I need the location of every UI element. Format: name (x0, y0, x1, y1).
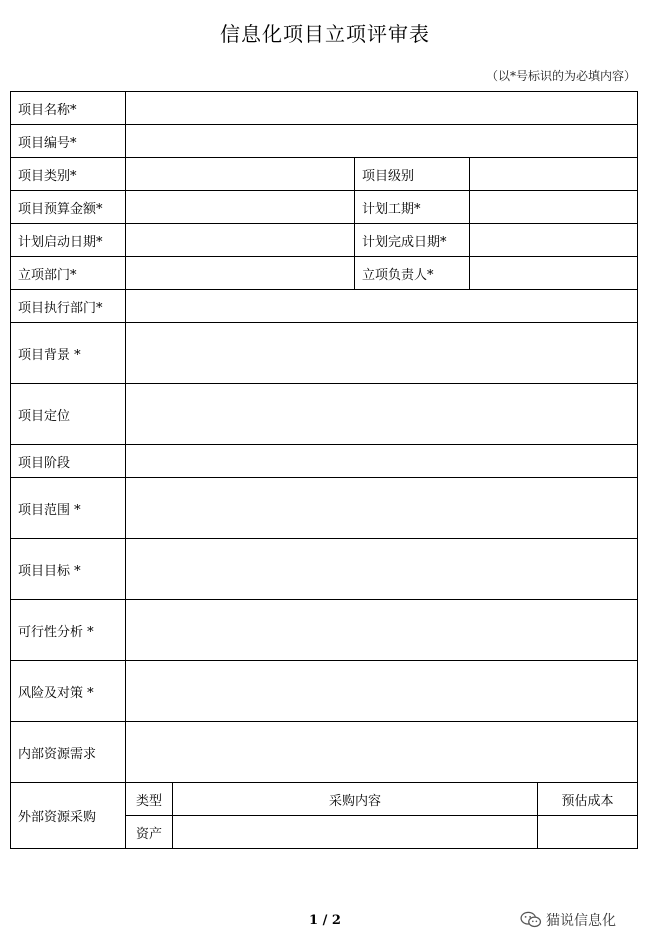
header-type: 类型 (126, 783, 173, 816)
label-project-name: 项目名称* (11, 92, 126, 125)
label-project-level: 项目级别 (355, 158, 470, 191)
input-asset-content[interactable] (173, 816, 538, 849)
label-budget-amount: 项目预算金额* (11, 191, 126, 224)
label-external-procurement: 外部资源采购 (11, 783, 126, 849)
row-feasibility (11, 600, 638, 661)
label-project-code: 项目编号* (11, 125, 126, 158)
label-stage: 项目阶段 (11, 445, 126, 478)
row-risk (11, 661, 638, 722)
input-feasibility[interactable] (126, 600, 638, 661)
row-project-name (11, 92, 638, 125)
form-title: 信息化项目立项评审表 (220, 22, 430, 46)
wechat-icon (520, 911, 542, 929)
input-background[interactable] (126, 323, 638, 384)
input-project-category[interactable] (126, 158, 355, 191)
header-cost: 预估成本 (538, 783, 638, 816)
label-owner: 立项负责人* (355, 257, 470, 290)
label-feasibility: 可行性分析 * (11, 600, 126, 661)
input-scope[interactable] (126, 478, 638, 539)
input-planned-duration[interactable] (470, 191, 638, 224)
row-category-level (11, 158, 638, 191)
row-dept-owner (11, 257, 638, 290)
input-budget-amount[interactable] (126, 191, 355, 224)
label-goal: 项目目标 * (11, 539, 126, 600)
required-note: （以*号标识的为必填内容） (485, 69, 636, 83)
label-planned-duration: 计划工期* (355, 191, 470, 224)
header-content: 采购内容 (173, 783, 538, 816)
input-asset-cost[interactable] (538, 816, 638, 849)
input-risk[interactable] (126, 661, 638, 722)
label-planned-start: 计划启动日期* (11, 224, 126, 257)
label-exec-dept: 项目执行部门* (11, 290, 126, 323)
label-risk: 风险及对策 * (11, 661, 126, 722)
row-project-code (11, 125, 638, 158)
row-internal-resources (11, 722, 638, 783)
input-project-name[interactable] (126, 92, 638, 125)
row-procurement-header (11, 783, 638, 816)
label-planned-finish: 计划完成日期* (355, 224, 470, 257)
input-owner[interactable] (470, 257, 638, 290)
label-background: 项目背景 * (11, 323, 126, 384)
row-dates (11, 224, 638, 257)
watermark (520, 910, 616, 930)
input-project-code[interactable] (126, 125, 638, 158)
row-positioning (11, 384, 638, 445)
label-project-category: 项目类别* (11, 158, 126, 191)
label-internal-resources: 内部资源需求 (11, 722, 126, 783)
input-positioning[interactable] (126, 384, 638, 445)
row-goal (11, 539, 638, 600)
input-stage[interactable] (126, 445, 638, 478)
row-background (11, 323, 638, 384)
input-exec-dept[interactable] (126, 290, 638, 323)
row-exec-dept (11, 290, 638, 323)
input-planned-finish[interactable] (470, 224, 638, 257)
page-number: 1 / 2 (309, 913, 341, 928)
row-scope (11, 478, 638, 539)
row-budget-duration (11, 191, 638, 224)
label-dept: 立项部门* (11, 257, 126, 290)
label-positioning: 项目定位 (11, 384, 126, 445)
label-scope: 项目范围 * (11, 478, 126, 539)
row-stage (11, 445, 638, 478)
watermark-text: 猫说信息化 (546, 913, 616, 929)
input-internal-resources[interactable] (126, 722, 638, 783)
cell-asset-type: 资产 (126, 816, 173, 849)
review-form-table (10, 91, 638, 849)
input-project-level[interactable] (470, 158, 638, 191)
input-planned-start[interactable] (126, 224, 355, 257)
input-dept[interactable] (126, 257, 355, 290)
input-goal[interactable] (126, 539, 638, 600)
